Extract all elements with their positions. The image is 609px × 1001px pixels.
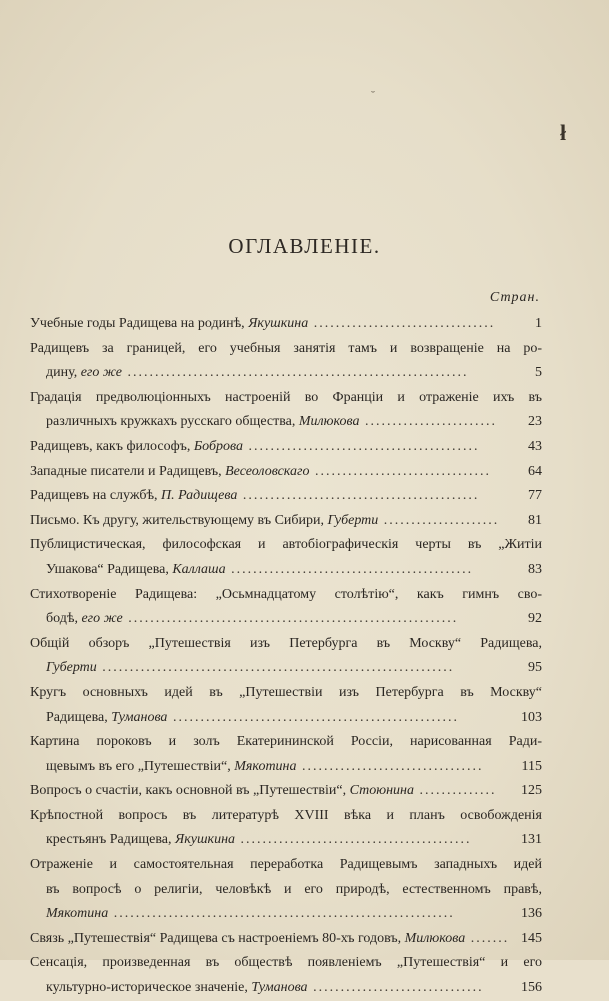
toc-entry-author: Туманова — [251, 980, 308, 996]
toc-line — [30, 312, 542, 337]
toc-entry — [30, 730, 542, 779]
dot-leader: ............................................................ — [122, 611, 459, 627]
toc-entry-text: Публицистическая, философская и автобіографическія черты въ „Житіи — [30, 537, 542, 553]
toc-entry-text: Общій обзоръ „Путешествія изъ Петербурга въ Москву“ Радищева, — [30, 635, 542, 651]
toc-entry — [30, 779, 542, 804]
pages-column-header: Стран. — [489, 290, 540, 305]
table-of-contents — [30, 312, 542, 1001]
toc-entry-author: Туманова — [111, 709, 168, 725]
dot-leader: ................................. — [308, 316, 496, 331]
toc-entry-text: различныхъ кружкахъ русскаго общества, — [46, 414, 299, 430]
toc-line — [30, 337, 542, 362]
toc-line — [30, 484, 542, 509]
toc-entry-text: дину, — [46, 365, 81, 381]
toc-line — [30, 902, 542, 927]
toc-line — [30, 853, 542, 878]
toc-entry-text: Письмо. Къ другу, жительствующему въ Сибири, — [30, 512, 328, 528]
toc-line — [30, 951, 542, 976]
toc-entry-text: Радищевъ, какъ философъ, — [30, 438, 194, 454]
toc-line — [30, 706, 542, 731]
toc-entry — [30, 337, 542, 386]
dot-leader: ....... — [465, 930, 510, 946]
toc-page-number: 81 — [528, 512, 542, 528]
toc-page-number: 92 — [528, 611, 542, 627]
toc-entry-author: Губерти — [46, 660, 97, 676]
bleed-through-text — [440, 70, 600, 172]
dot-leader: ........................ — [359, 414, 498, 430]
dot-leader: .......................................... — [235, 832, 472, 848]
toc-line — [30, 976, 542, 1001]
toc-entry — [30, 509, 542, 534]
toc-entry-author: его же — [80, 365, 122, 381]
toc-entry-text: Радищевъ на службѣ, — [30, 488, 162, 504]
toc-page-number: 125 — [521, 783, 542, 799]
toc-line — [30, 632, 542, 657]
toc-line — [30, 828, 542, 853]
toc-entry-text: Картина пороковъ и золъ Екатерининской Россіи, нарисованная Ради- — [30, 734, 542, 750]
toc-entry-author: Мякотина — [46, 906, 109, 922]
toc-entry-author: Губерти — [327, 512, 379, 528]
toc-page-number: 64 — [528, 463, 542, 479]
toc-line — [30, 878, 542, 903]
dot-leader: ............................... — [307, 980, 484, 996]
toc-entry-author: Милюкова — [404, 930, 466, 946]
toc-entry — [30, 927, 542, 952]
toc-entry-text: Отраженіе и самостоятельная переработка Радищевымъ западныхъ идей — [30, 857, 542, 873]
toc-entry-text: Кругъ основныхъ идей въ „Путешествіи изъ Петербурга въ Москву“ — [30, 684, 542, 700]
toc-entry-author: Весеоловскаго — [225, 463, 310, 479]
dot-leader: ..................... — [378, 512, 500, 528]
toc-page-number: 5 — [535, 365, 542, 381]
toc-page-number: 145 — [521, 930, 542, 946]
dot-leader: .............................................................. — [121, 365, 469, 381]
toc-line — [30, 410, 542, 435]
toc-entry-text: Сенсація, произведенная въ обществѣ появленіемъ „Путешествія“ и его — [30, 955, 542, 971]
toc-entry — [30, 804, 542, 853]
dot-leader: .................................................... — [167, 709, 459, 725]
toc-page-number: 43 — [528, 438, 542, 454]
toc-page-number: 95 — [528, 660, 542, 676]
toc-line — [30, 656, 542, 681]
toc-entry-text: Вопросъ о счастіи, какъ основной въ „Путешествіи“, — [30, 783, 350, 799]
toc-entry-text: бодѣ, — [46, 611, 82, 627]
page-title: ОГЛАВЛЕНІЕ. — [228, 234, 381, 258]
toc-line — [30, 804, 542, 829]
toc-entry-text: крестьянъ Радищева, — [46, 832, 176, 848]
toc-line — [30, 681, 542, 706]
toc-line — [30, 755, 542, 780]
toc-line — [30, 779, 542, 804]
toc-entry — [30, 435, 542, 460]
toc-entry — [30, 853, 542, 927]
toc-page-number: 156 — [521, 980, 542, 996]
toc-entry-text: Стихотвореніе Радищева: „Осьмнадцатому столѣтію“, какъ гимнъ сво- — [30, 586, 542, 602]
toc-entry-text: Западные писатели и Радищевъ, — [30, 463, 226, 479]
toc-entry — [30, 533, 542, 582]
toc-entry — [30, 386, 542, 435]
toc-entry-author: Милюкова — [298, 414, 360, 430]
toc-line — [30, 386, 542, 411]
toc-entry-author: Мякотина — [234, 758, 297, 774]
toc-entry-author: Каллаша — [172, 561, 226, 577]
toc-line — [30, 533, 542, 558]
dot-leader: ................................. — [296, 758, 484, 774]
toc-entry — [30, 681, 542, 730]
toc-page-number: 103 — [521, 709, 542, 725]
toc-entry-text: Крѣпостной вопросъ въ литературѣ XVIII вѣка и планъ освобожденія — [30, 807, 542, 823]
toc-entry — [30, 312, 542, 337]
toc-entry — [30, 951, 542, 1000]
toc-page-number: 131 — [521, 832, 542, 848]
toc-entry-author: Якушкина — [248, 316, 309, 331]
toc-page-number: 77 — [528, 488, 542, 504]
toc-page-number: 136 — [521, 906, 542, 922]
toc-entry-text: щевымъ въ его „Путешествіи“, — [46, 758, 235, 774]
toc-entry-author: Боброва — [193, 438, 243, 454]
margin-mark-icon: ł — [560, 120, 567, 145]
dot-leader: ............................................ — [225, 561, 474, 577]
dot-leader: .............. — [414, 783, 497, 799]
dot-leader: .......................................... — [243, 438, 480, 454]
toc-entry — [30, 484, 542, 509]
dot-leader: ................................................................ — [96, 660, 455, 676]
toc-entry-text: Учебные годы Радищева на родинѣ, — [30, 316, 249, 331]
toc-line — [30, 607, 542, 632]
toc-entry-author: его же — [81, 611, 123, 627]
toc-entry-author: П. Радищева — [161, 488, 238, 504]
toc-page-number: 1 — [535, 316, 542, 331]
toc-line — [30, 927, 542, 952]
toc-entry-text: въ вопросѣ о религіи, человѣкѣ и его природѣ, естественномъ правѣ, — [46, 881, 542, 897]
toc-entry-text: Связь „Путешествія“ Радищева съ настроеніемъ 80-хъ годовъ, — [30, 930, 405, 946]
toc-entry — [30, 632, 542, 681]
toc-line — [30, 583, 542, 608]
toc-line — [30, 558, 542, 583]
dot-leader: ........................................... — [237, 488, 480, 504]
toc-entry — [30, 460, 542, 485]
toc-entry-author: Якушкина — [175, 832, 236, 848]
toc-line — [30, 730, 542, 755]
toc-line — [30, 509, 542, 534]
toc-entry-text: Радищевъ за границей, его учебныя занятія тамъ и возвращеніе на ро- — [30, 340, 542, 356]
dot-leader: .............................................................. — [108, 906, 455, 922]
toc-entry-text: культурно-историческое значеніе, — [46, 980, 252, 996]
toc-page-number: 115 — [521, 758, 542, 774]
toc-line — [30, 361, 542, 386]
toc-entry-author: Стоюнина — [349, 783, 414, 799]
toc-page-number: 83 — [528, 561, 542, 577]
toc-page-number: 23 — [528, 414, 542, 430]
toc-entry — [30, 583, 542, 632]
dot-leader: ................................ — [309, 463, 491, 479]
toc-entry-text: Градація предволюціонныхъ настроеній во Франціи и отраженіе ихъ въ — [30, 389, 542, 405]
toc-entry-text: Ушакова“ Радищева, — [46, 561, 173, 577]
toc-line — [30, 435, 542, 460]
ink-mark-icon: ˘ — [371, 88, 375, 102]
toc-line — [30, 460, 542, 485]
toc-entry-text: Радищева, — [46, 709, 112, 725]
